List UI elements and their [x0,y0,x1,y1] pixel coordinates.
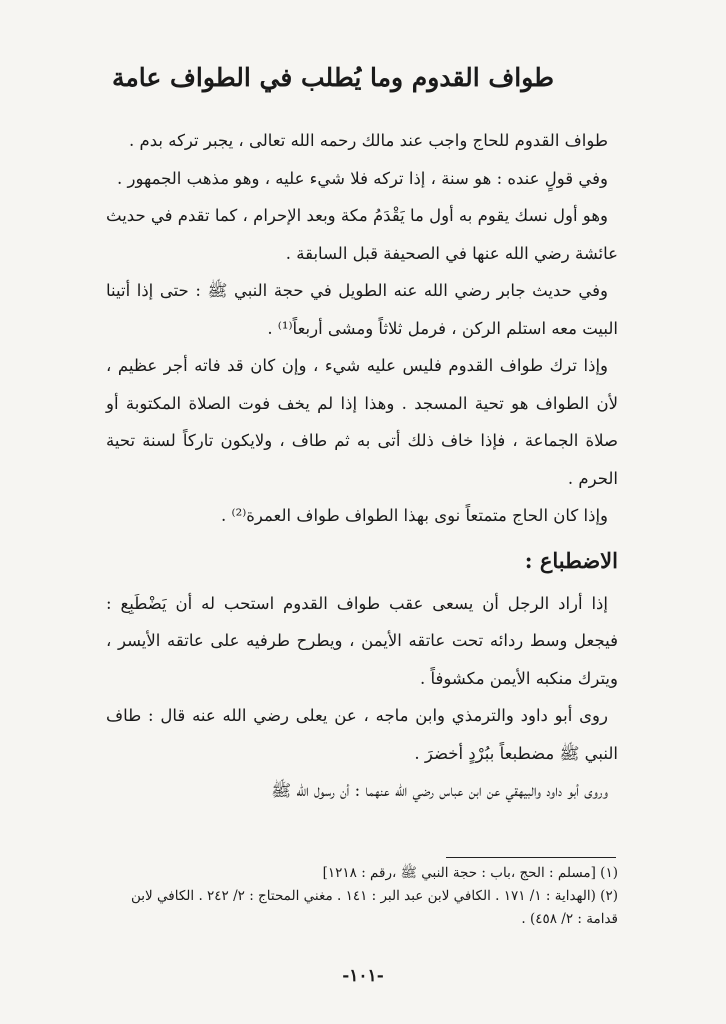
section-heading: الاضطباع : [524,547,618,573]
paragraph-3: وهو أول نسك يقوم به أول ما يَقْدَمُ مكة وبعد الإحرام ، كما تقدم في حديث عائشة رضي الله عنها في الصحيفة قبل السابقة . [106,206,618,263]
footnote-2: (٢) (الهداية : ١/ ١٧١ . الكافي لابن عبد البر : ١٤١ . مغني المحتاج : ٢/ ٢٤٢ . الكافي لابن قدامة : ٢/ ٤٥٨) . [131,888,618,927]
paragraph-7: إذا أراد الرجل أن يسعى عقب طواف القدوم استحب له أن يَضْطَبِع : فيجعل وسط ردائه تحت عاتقه الأيمن ، ويطرح طرفيه على عاتقه الأيسر ، ويترك منكبه الأيمن مكشوفاً . [106,593,618,688]
paragraph-2: وفي قولٍ عنده : هو سنة ، إذا تركه فلا شيء عليه ، وهو مذهب الجمهور . [117,168,608,188]
page-number: -١٠١- [342,966,384,986]
footnote-1: (١) [مسلم : الحج ،باب : حجة النبي ﷺ ،رقم : ١٢١٨] [322,865,618,881]
footnotes [106,862,618,931]
paragraph-9: وروى أبو داود والبيهقي عن ابن عباس رضي الله عنهما : أن رسول الله ﷺ [271,781,608,800]
page-title: طواف القدوم وما يُطلب في الطواف عامة [111,63,555,92]
paragraph-5: وإذا ترك طواف القدوم فليس عليه شيء ، وإن كان قد فاته أجر عظيم ، لأن الطواف هو تحية المسجد . وهذا إذا لم يخف فوت الصلاة المكتوبة أو صلاة الجماعة ، فإذا خاف ذلك أتى به ثم طاف ، ولايكون تاركاً لسنة تحية الحرم . [106,356,618,488]
paragraph-1: طواف القدوم للحاج واجب عند مالك رحمه الله تعالى ، يجبر تركه بدم . [129,131,608,150]
paragraph-6: وإذا كان الحاج متمتعاً نوى بهذا الطواف طواف العمرة⁽²⁾ . [221,506,608,525]
paragraph-4: وفي حديث جابر رضي الله عنه الطويل في حجة النبي ﷺ : حتى إذا أتينا البيت معه استلم الركن ، فرمل ثلاثاً ومشى أربعاً⁽¹⁾ . [106,281,618,338]
footnote-divider [446,857,616,858]
main-text [106,122,618,810]
paragraph-8: روى أبو داود والترمذي وابن ماجه ، عن يعلى رضي الله عنه قال : طاف النبي ﷺ مضطبعاً ببُرْدٍ أخضرَ . [106,706,618,763]
